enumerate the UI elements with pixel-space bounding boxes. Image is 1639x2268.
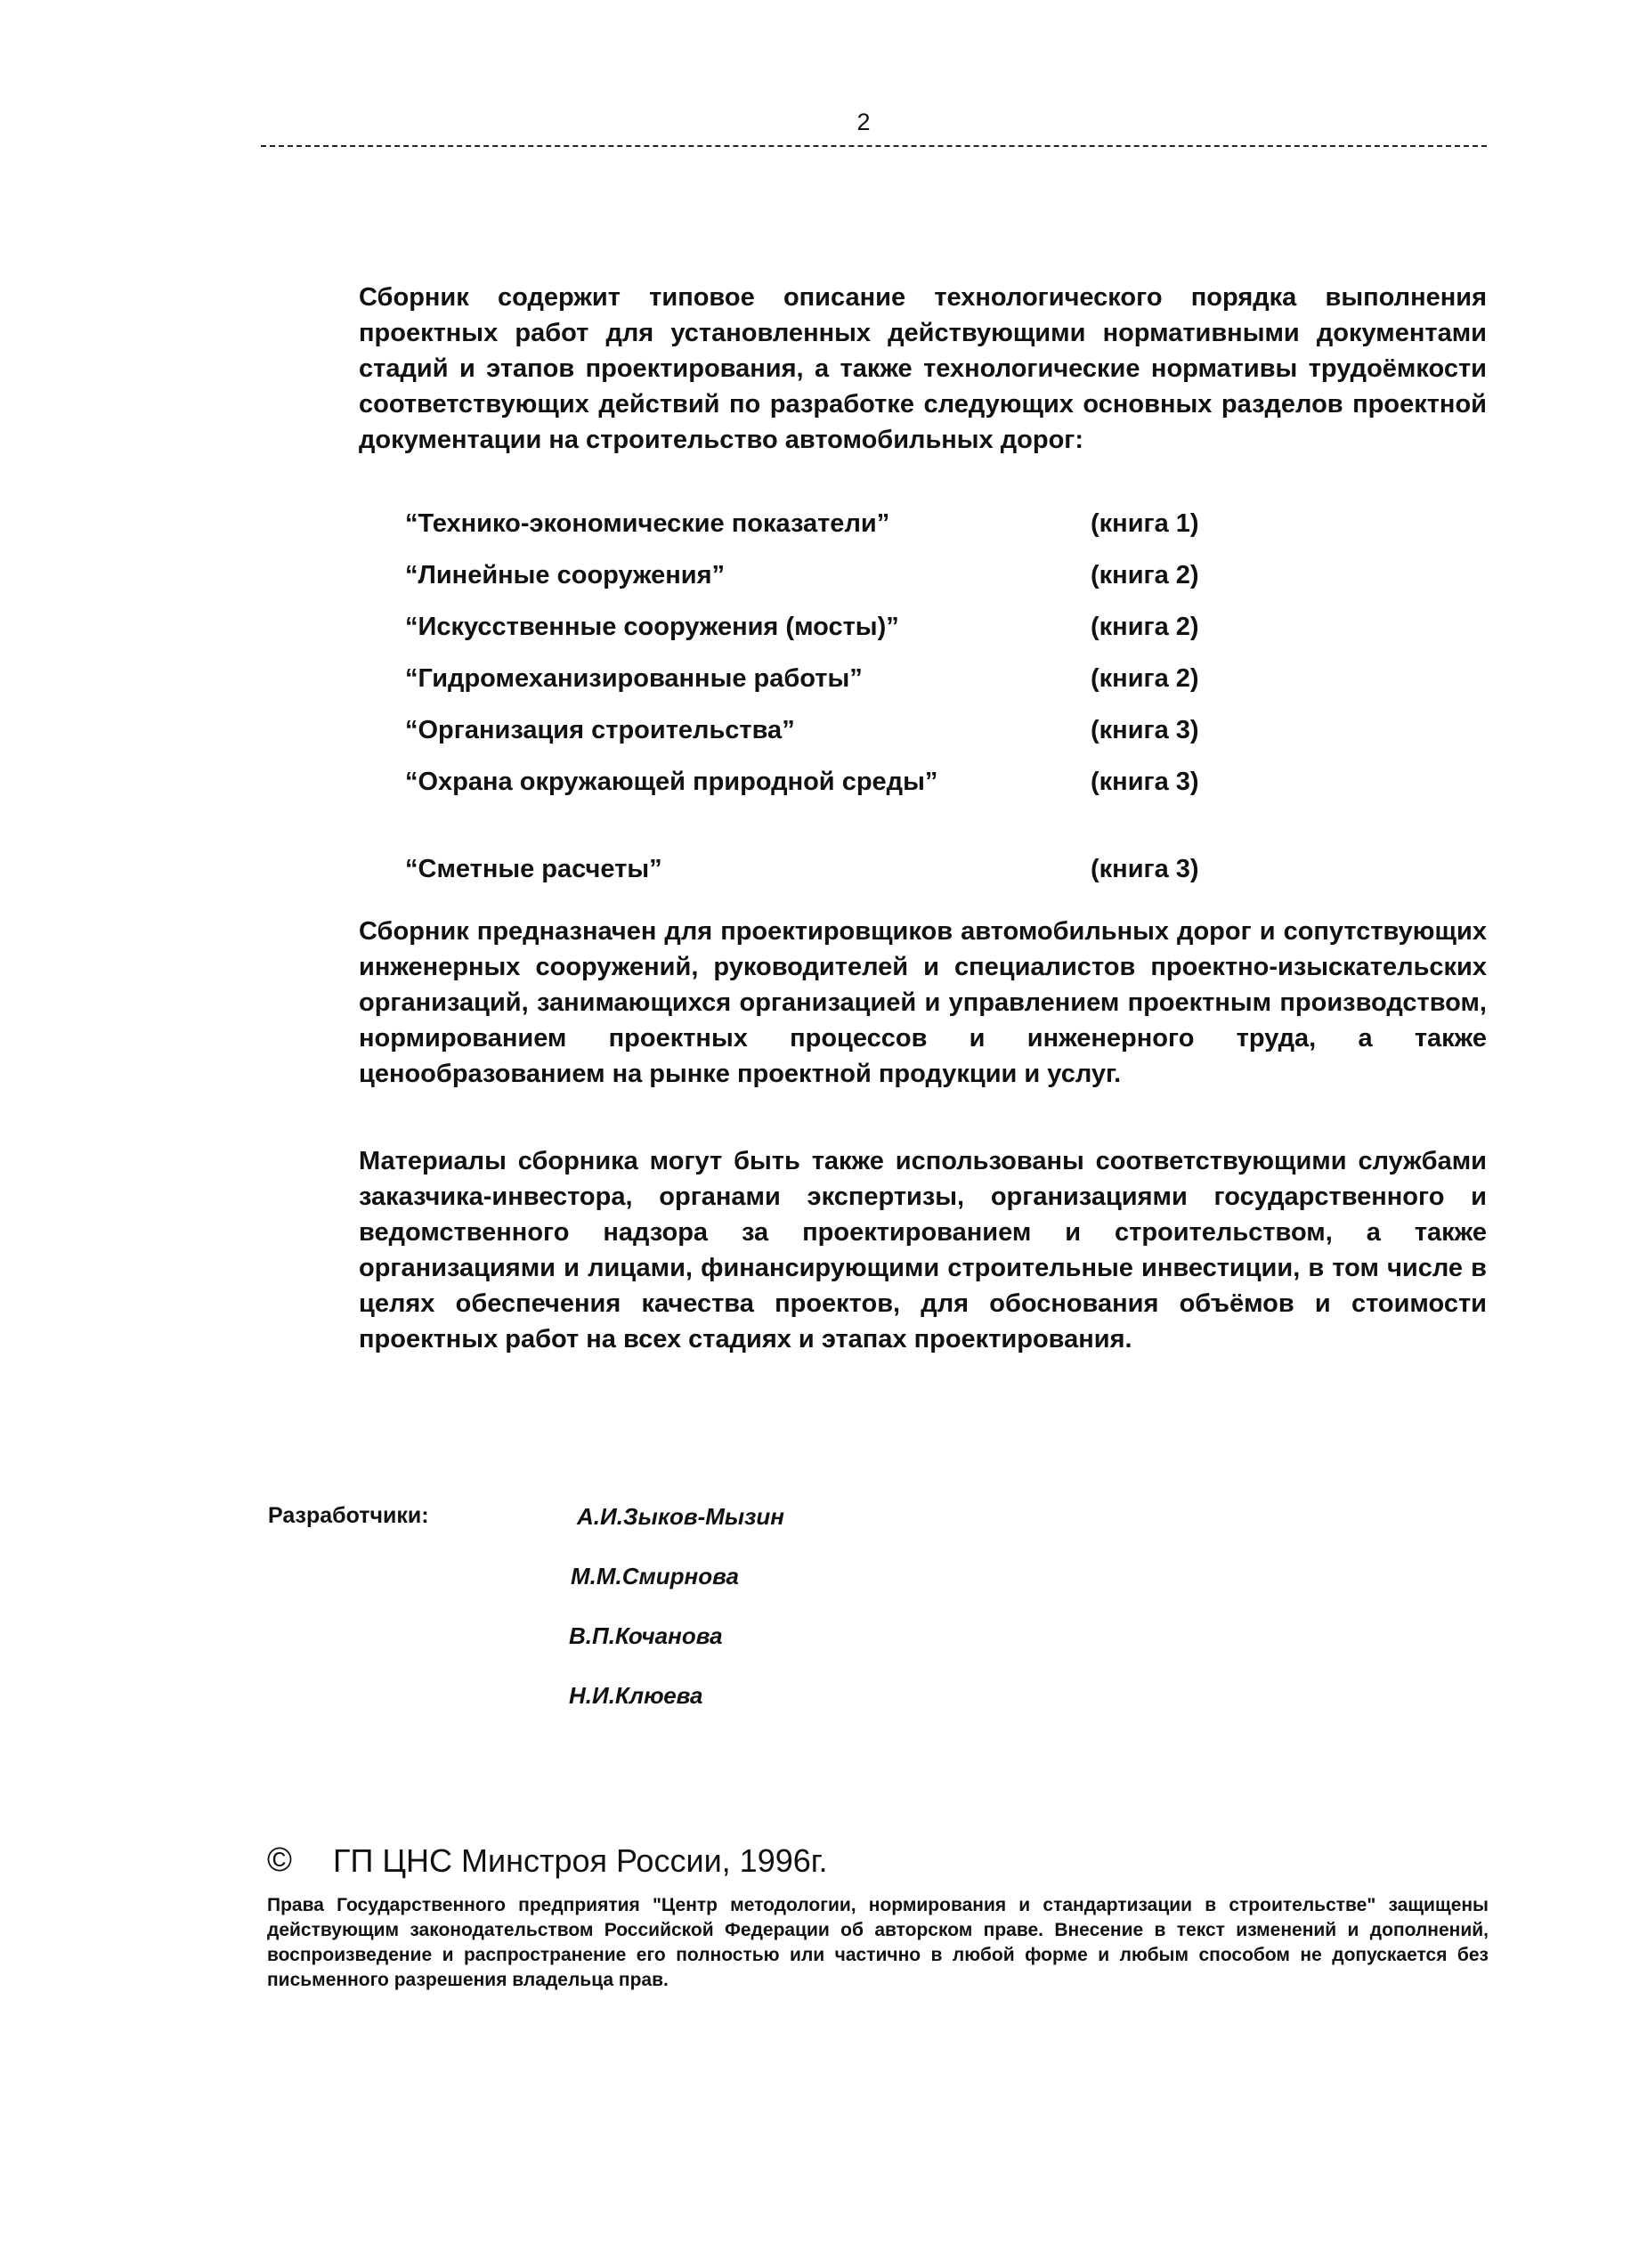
copyright-text: ГП ЦНС Минстроя России, 1996г. — [333, 1841, 828, 1879]
book-title: “Сметные расчеты” — [405, 855, 662, 883]
developer-name: В.П.Кочанова — [569, 1622, 723, 1649]
book-title: “Искусственные сооружения (мосты)” — [405, 613, 899, 641]
rights-text: Права Государственного предприятия "Центр методологии, нормирования и стандартизации в строительстве" защищены действующим законодательством Российской Федерации об авторском праве. Внесение в текст изменений и дополнений, воспроизведение и распространение его полностью или частично в любой форме и любым способом не допускается без письменного разрешения владельца прав. — [267, 1895, 1489, 1990]
book-list-item — [405, 764, 1295, 851]
header-divider — [261, 145, 1487, 147]
copyright-symbol: © — [267, 1841, 292, 1879]
book-reference: (книга 3) — [1091, 768, 1199, 796]
book-list-item — [405, 557, 1295, 609]
purpose-paragraph: Сборник предназначен для проектировщиков автомобильных дорог и сопутствующих инженерных сооружений, руководителей и специалистов проектно-изыскательских организаций, занимающихся организацией и управлением проектным производством, нормированием проектных процессов и инженерного труда, а также ценообразованием на рынке проектной продукции и услуг. — [359, 917, 1487, 1088]
book-title: “Организация строительства” — [405, 716, 795, 744]
book-reference: (книга 2) — [1091, 561, 1199, 589]
book-title: “Технико-экономические показатели” — [405, 509, 890, 538]
book-list-item — [405, 712, 1295, 764]
book-list-item — [405, 506, 1295, 557]
book-title: “Гидромеханизированные работы” — [405, 664, 863, 693]
book-reference: (книга 2) — [1091, 664, 1199, 693]
book-title: “Линейные сооружения” — [405, 561, 726, 589]
copyright-line — [267, 1841, 828, 1880]
book-list-item — [405, 661, 1295, 712]
intro-paragraph: Сборник содержит типовое описание технологического порядка выполнения проектных работ для установленных действующими нормативными документами стадий и этапов проектирования, а также технологические нормативы трудоёмкости соответствующих действий по разработке следующих основных разделов проектной документации на строительство автомобильных дорог: — [359, 283, 1487, 454]
book-list — [405, 506, 1295, 894]
developer-name: А.И.Зыков-Мызин — [577, 1503, 784, 1530]
book-reference: (книга 2) — [1091, 613, 1199, 641]
book-reference: (книга 1) — [1091, 509, 1199, 538]
book-title: “Охрана окружающей природной среды” — [405, 768, 938, 796]
book-list-item — [405, 609, 1295, 661]
page-number: 2 — [856, 109, 871, 135]
developer-name: М.М.Смирнова — [571, 1563, 739, 1589]
book-list-item — [405, 851, 1295, 894]
developers-label: Разработчики: — [268, 1503, 429, 1528]
developer-name: Н.И.Клюева — [569, 1682, 703, 1709]
book-reference: (книга 3) — [1091, 855, 1199, 883]
rights-notice — [267, 1893, 1489, 1993]
materials-paragraph: Материалы сборника могут быть также использованы соответствующими службами заказчика-инвестора, органами экспертизы, организациями государственного и ведомственного надзора за проектированием и строительством, а также организациями и лицами, финансирующими строительные инвестиции, в том числе в целях обеспечения качества проектов, для обоснования объёмов и стоимости проектных работ на всех стадиях и этапах проектирования. — [359, 1147, 1487, 1353]
book-reference: (книга 3) — [1091, 716, 1199, 744]
